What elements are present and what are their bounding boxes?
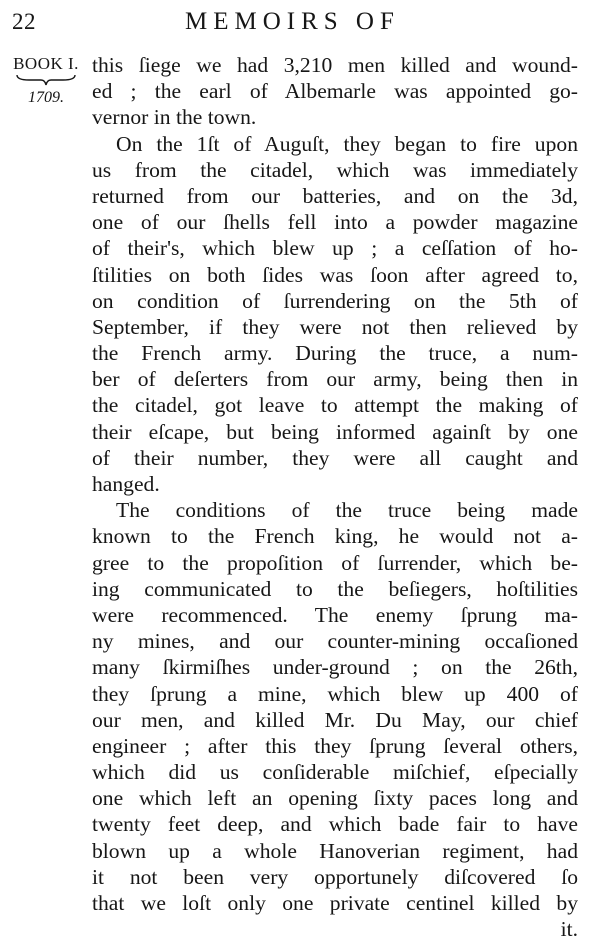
text-line: engineer ; after this they ſprung ſeveral others,	[92, 733, 578, 758]
text-line: returned from our batteries, and on the 3d,	[92, 183, 578, 208]
text-line: the French army. During the truce, a num-	[92, 341, 578, 366]
margin-year: 1709.	[28, 89, 64, 106]
text-line: twenty feet deep, and which bade fair to have	[92, 812, 578, 837]
text-line: ſtilities on both ſides was ſoon after agreed to,	[92, 262, 578, 287]
text-line: were recommenced. The enemy ſprung ma-	[92, 602, 578, 627]
text-line: gree to the propoſition of ſurrender, which be-	[92, 550, 578, 575]
text-line: us from the citadel, which was immediately	[92, 157, 578, 182]
text-line: the citadel, got leave to attempt the making of	[92, 393, 578, 418]
text-line: ed ; the earl of Albemarle was appointed go-	[92, 79, 578, 104]
text-line: hanged.	[92, 472, 160, 496]
running-head: MEMOIRS OF	[185, 8, 400, 35]
text-line: many ſkirmiſhes under-ground ; on the 26th,	[92, 655, 578, 680]
text-line: vernor in the town.	[92, 105, 257, 130]
text-line: it.	[560, 917, 578, 942]
text-line: our men, and killed Mr. Du May, our chief	[92, 707, 578, 732]
text-line: one which left an opening ſixty paces long and	[92, 786, 578, 811]
text-line: ny mines, and our counter-mining occaſioned	[92, 629, 578, 654]
body-text	[92, 52, 578, 942]
text-line: September, if they were not then relieved by	[92, 314, 578, 339]
text-line: which did us conſiderable miſchief, eſpecially	[92, 760, 578, 785]
text-line: ber of deſerters from our army, being then in	[92, 367, 578, 392]
text-line: they ſprung a mine, which blew up 400 of	[92, 681, 578, 706]
text-line: their eſcape, but being informed againſt by one	[92, 419, 578, 444]
text-line: of their number, they were all caught and	[92, 445, 578, 470]
text-line: known to the French king, he would not a-	[92, 524, 578, 549]
text-line: on condition of ſurrendering on the 5th of	[92, 288, 578, 313]
text-line: On the 1ſt of Auguſt, they began to fire upon	[116, 131, 578, 156]
text-line: this ſiege we had 3,210 men killed and wound-	[92, 53, 578, 77]
text-line: The conditions of the truce being made	[116, 498, 578, 523]
brace-icon	[15, 74, 77, 86]
text-line: ing communicated to the beſiegers, hoſtilities	[92, 576, 578, 601]
text-line: it not been very opportunely diſcovered ſo	[92, 864, 578, 889]
margin-book-label: BOOK I.	[13, 54, 79, 73]
text-line: of their's, which blew up ; a ceſſation of ho-	[92, 236, 578, 261]
text-line: blown up a whole Hanoverian regiment, had	[92, 838, 578, 863]
text-line: one of our ſhells fell into a powder magazine	[92, 210, 578, 235]
text-line: that we loſt only one private centinel killed by	[92, 891, 578, 915]
margin-note	[6, 54, 86, 108]
page-number: 22	[12, 9, 36, 34]
